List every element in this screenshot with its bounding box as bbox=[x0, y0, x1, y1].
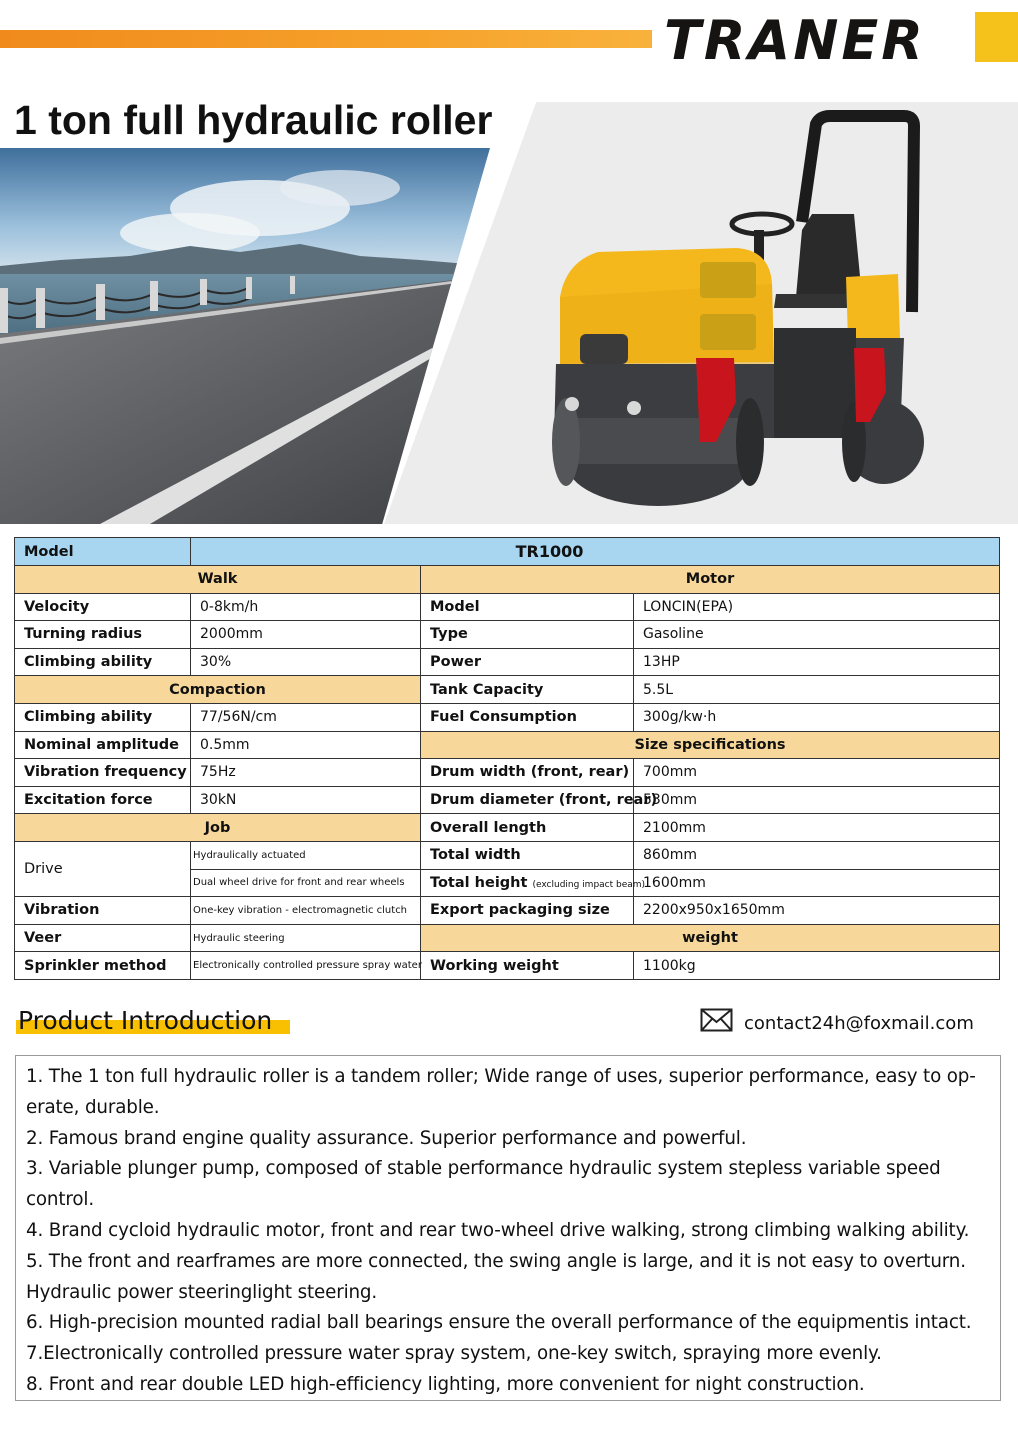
spec-value: 1600mm bbox=[634, 869, 1000, 897]
intro-title: Product Introduction bbox=[18, 1006, 273, 1035]
spec-value: Gasoline bbox=[634, 621, 1000, 649]
spec-value: Hydraulic steering bbox=[191, 924, 421, 952]
brand-logo: TRANER bbox=[664, 9, 926, 72]
spec-value: 2100mm bbox=[634, 814, 1000, 842]
intro-line: Hydraulic power steeringlight steering. bbox=[26, 1281, 378, 1303]
spec-label: Drum diameter (front, rear) bbox=[421, 786, 634, 814]
spec-note: (excluding impact beam) bbox=[532, 879, 646, 890]
spec-label: Working weight bbox=[421, 952, 634, 980]
spec-label: Turning radius bbox=[15, 621, 191, 649]
spec-label: Nominal amplitude bbox=[15, 731, 191, 759]
intro-line: 6. High-precision mounted radial ball bearings ensure the overall performance of the equipmentis intact. bbox=[26, 1312, 972, 1334]
table-row bbox=[15, 759, 1000, 787]
intro-line: 7.Electronically controlled pressure water spray system, one-key switch, spraying more evenly. bbox=[26, 1343, 882, 1365]
spec-label: Veer bbox=[15, 924, 191, 952]
model-row bbox=[15, 538, 1000, 566]
spec-table bbox=[14, 537, 1000, 980]
spec-label: Drum width (front, rear) bbox=[421, 759, 634, 787]
section-compaction: Compaction bbox=[15, 676, 421, 704]
spec-label-with-note bbox=[421, 869, 646, 897]
intro-line: 5. The front and rearframes are more connected, the swing angle is large, and it is not easy to overturn. bbox=[26, 1250, 966, 1272]
table-row bbox=[15, 841, 1000, 869]
intro-line: erate, durable. bbox=[26, 1096, 160, 1118]
table-row bbox=[15, 786, 1000, 814]
spec-label: Climbing ability bbox=[15, 648, 191, 676]
spec-value: 0-8km/h bbox=[191, 593, 421, 621]
header-accent-bar bbox=[0, 30, 652, 48]
contact-email[interactable]: contact24h@foxmail.com bbox=[744, 1013, 974, 1034]
spec-label: Climbing ability bbox=[15, 703, 191, 731]
intro-line: 4. Brand cycloid hydraulic motor, front and rear two-wheel drive walking, strong climbing walking ability. bbox=[26, 1219, 970, 1241]
intro-line: 3. Variable plunger pump, composed of stable performance hydraulic system stepless variable speed bbox=[26, 1158, 941, 1180]
spec-value: LONCIN(EPA) bbox=[634, 593, 1000, 621]
table-row bbox=[15, 593, 1000, 621]
spec-label: Export packaging size bbox=[421, 897, 634, 925]
spec-value: 77/56N/cm bbox=[191, 703, 421, 731]
spec-value: 1100kg bbox=[634, 952, 1000, 980]
intro-line: control. bbox=[26, 1189, 94, 1211]
spec-label: Total width bbox=[421, 841, 634, 869]
spec-value: 30% bbox=[191, 648, 421, 676]
spec-value: 2000mm bbox=[191, 621, 421, 649]
page-title: 1 ton full hydraulic roller bbox=[14, 97, 493, 143]
spec-value: 300g/kw·h bbox=[634, 703, 1000, 731]
spec-value: 860mm bbox=[634, 841, 1000, 869]
table-row bbox=[15, 897, 1000, 925]
spec-value: 75Hz bbox=[191, 759, 421, 787]
section-motor: Motor bbox=[421, 566, 1000, 594]
model-value: TR1000 bbox=[191, 538, 1000, 566]
spec-label: Power bbox=[421, 648, 634, 676]
intro-line: 2. Famous brand engine quality assurance. Superior performance and powerful. bbox=[26, 1127, 747, 1149]
spec-label: Overall length bbox=[421, 814, 634, 842]
model-label: Model bbox=[15, 538, 191, 566]
section-walk: Walk bbox=[15, 566, 421, 594]
spec-value: 2200x950x1650mm bbox=[634, 897, 1000, 925]
spec-label: Drive bbox=[15, 841, 191, 896]
spec-label: Excitation force bbox=[15, 786, 191, 814]
intro-line: 1. The 1 ton full hydraulic roller is a tandem roller; Wide range of uses, superior performance, easy to op- bbox=[26, 1066, 976, 1087]
spec-value: 5.5L bbox=[634, 676, 1000, 704]
spec-value: 700mm bbox=[634, 759, 1000, 787]
spec-label: Velocity bbox=[15, 593, 191, 621]
spec-label: Model bbox=[421, 593, 634, 621]
spec-label: Type bbox=[421, 621, 634, 649]
intro-box bbox=[15, 1055, 1001, 1401]
spec-label: Vibration frequency bbox=[15, 759, 191, 787]
spec-value: 0.5mm bbox=[191, 731, 421, 759]
spec-label: Total height bbox=[430, 874, 528, 891]
table-row bbox=[15, 621, 1000, 649]
spec-value: Dual wheel drive for front and rear wheels bbox=[191, 869, 421, 897]
section-size: Size specifications bbox=[421, 731, 1000, 759]
section-job: Job bbox=[15, 814, 421, 842]
section-weight: weight bbox=[421, 924, 1000, 952]
mail-icon bbox=[700, 1008, 733, 1032]
table-row bbox=[15, 924, 1000, 952]
spec-label: Tank Capacity bbox=[421, 676, 634, 704]
table-row bbox=[15, 952, 1000, 980]
spec-value: 13HP bbox=[634, 648, 1000, 676]
spec-value: One-key vibration - electromagnetic clutch bbox=[191, 897, 421, 925]
table-row bbox=[15, 703, 1000, 731]
intro-line: 8. Front and rear double LED high-efficiency lighting, more convenient for night construction. bbox=[26, 1373, 865, 1395]
spec-label: Sprinkler method bbox=[15, 952, 191, 980]
brand-logo-square bbox=[975, 12, 1018, 62]
spec-value: Hydraulically actuated bbox=[191, 841, 421, 869]
spec-value: 530mm bbox=[634, 786, 1000, 814]
spec-label: Vibration bbox=[15, 897, 191, 925]
spec-value: 30kN bbox=[191, 786, 421, 814]
spec-label: Fuel Consumption bbox=[421, 703, 634, 731]
table-row bbox=[15, 731, 1000, 759]
spec-value: Electronically controlled pressure spray water bbox=[191, 952, 421, 980]
table-row bbox=[15, 648, 1000, 676]
